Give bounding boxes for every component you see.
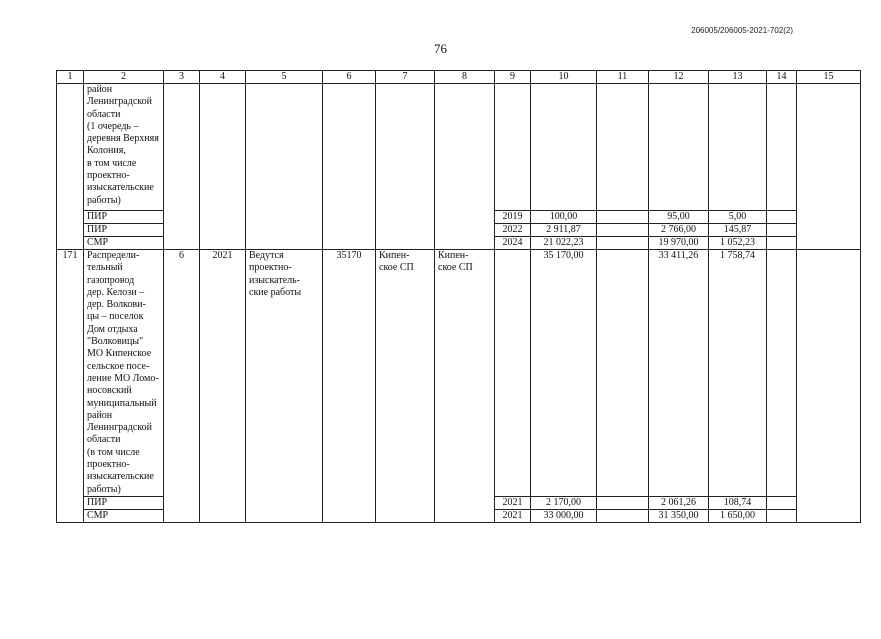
cell — [597, 510, 649, 523]
column-number: 15 — [797, 71, 861, 84]
work-type: ПИР — [84, 224, 164, 237]
amount-col12: 2 061,26 — [649, 497, 709, 510]
work-type: ПИР — [84, 211, 164, 224]
work-status: Ведутся проектно- изыскатель- ские работы — [246, 250, 323, 523]
amount-col12: 2 766,00 — [649, 224, 709, 237]
cell-col3: 6 — [164, 250, 200, 523]
amount-col12: 31 350,00 — [649, 510, 709, 523]
amount-col13: 1 650,00 — [709, 510, 767, 523]
cell — [767, 224, 797, 237]
column-number: 1 — [57, 71, 84, 84]
total-amount: 100,00 — [531, 211, 597, 224]
amount-col12: 19 970,00 — [649, 237, 709, 250]
cell — [376, 84, 435, 250]
cell — [164, 84, 200, 250]
cell — [767, 510, 797, 523]
cell — [709, 84, 767, 211]
cell — [797, 84, 861, 250]
cell — [246, 84, 323, 250]
column-number: 10 — [531, 71, 597, 84]
year: 2021 — [495, 510, 531, 523]
cell — [767, 250, 797, 497]
column-number: 6 — [323, 71, 376, 84]
cell — [597, 84, 649, 211]
total-amount: 33 000,00 — [531, 510, 597, 523]
amount-col13: 145,87 — [709, 224, 767, 237]
column-number: 14 — [767, 71, 797, 84]
year: 2022 — [495, 224, 531, 237]
total-amount: 21 022,23 — [531, 237, 597, 250]
column-number: 12 — [649, 71, 709, 84]
cell — [767, 237, 797, 250]
cell — [57, 84, 84, 250]
cell-col4: 2021 — [200, 250, 246, 523]
cell — [200, 84, 246, 250]
amount-col13: 1 052,23 — [709, 237, 767, 250]
cell — [649, 84, 709, 211]
column-number: 13 — [709, 71, 767, 84]
cell — [597, 497, 649, 510]
amount-col13: 5,00 — [709, 211, 767, 224]
work-type: ПИР — [84, 497, 164, 510]
page-number: 76 — [434, 41, 447, 56]
cell — [323, 84, 376, 250]
cell — [597, 224, 649, 237]
table-row — [57, 250, 861, 497]
cell-col6: 35170 — [323, 250, 376, 523]
column-number-row — [57, 71, 861, 84]
cell — [767, 497, 797, 510]
amount-col13: 108,74 — [709, 497, 767, 510]
column-number: 3 — [164, 71, 200, 84]
document-id: 206005/206005-2021-702(2) — [691, 26, 793, 35]
column-number: 11 — [597, 71, 649, 84]
column-number: 2 — [84, 71, 164, 84]
object-description: район Ленинградской области (1 очередь – деревня Верхняя Колония, в том числе проектно- изыскательские работы) — [84, 84, 164, 211]
cell — [597, 211, 649, 224]
item-number: 171 — [57, 250, 84, 523]
total-amount: 2 911,87 — [531, 224, 597, 237]
cell — [767, 211, 797, 224]
cell — [797, 250, 861, 523]
cell-col8: Кипен- ское СП — [435, 250, 495, 523]
table-row — [57, 84, 861, 211]
data-table — [56, 70, 861, 523]
work-type: СМР — [84, 237, 164, 250]
year: 2021 — [495, 497, 531, 510]
cell — [495, 250, 531, 497]
cell — [495, 84, 531, 211]
cell — [597, 250, 649, 497]
total-amount: 35 170,00 — [531, 250, 597, 497]
total-amount: 2 170,00 — [531, 497, 597, 510]
column-number: 8 — [435, 71, 495, 84]
cell — [531, 84, 597, 211]
object-description: Распредели- тельный газопровод дер. Келози – дер. Волкови- цы – поселок Дом отдыха "Волковицы" МО Кипенское сельское посе- ление МО Ломо- носовский муниципальный район Ленинградской области (в том числе проектно- изыскательские работы) — [84, 250, 164, 497]
column-number: 7 — [376, 71, 435, 84]
year: 2024 — [495, 237, 531, 250]
column-number: 5 — [246, 71, 323, 84]
cell — [597, 237, 649, 250]
work-type: СМР — [84, 510, 164, 523]
cell-col7: Кипен- ское СП — [376, 250, 435, 523]
amount-col12: 95,00 — [649, 211, 709, 224]
amount-col12: 33 411,26 — [649, 250, 709, 497]
amount-col13: 1 758,74 — [709, 250, 767, 497]
year: 2019 — [495, 211, 531, 224]
column-number: 9 — [495, 71, 531, 84]
cell — [767, 84, 797, 211]
cell — [435, 84, 495, 250]
column-number: 4 — [200, 71, 246, 84]
